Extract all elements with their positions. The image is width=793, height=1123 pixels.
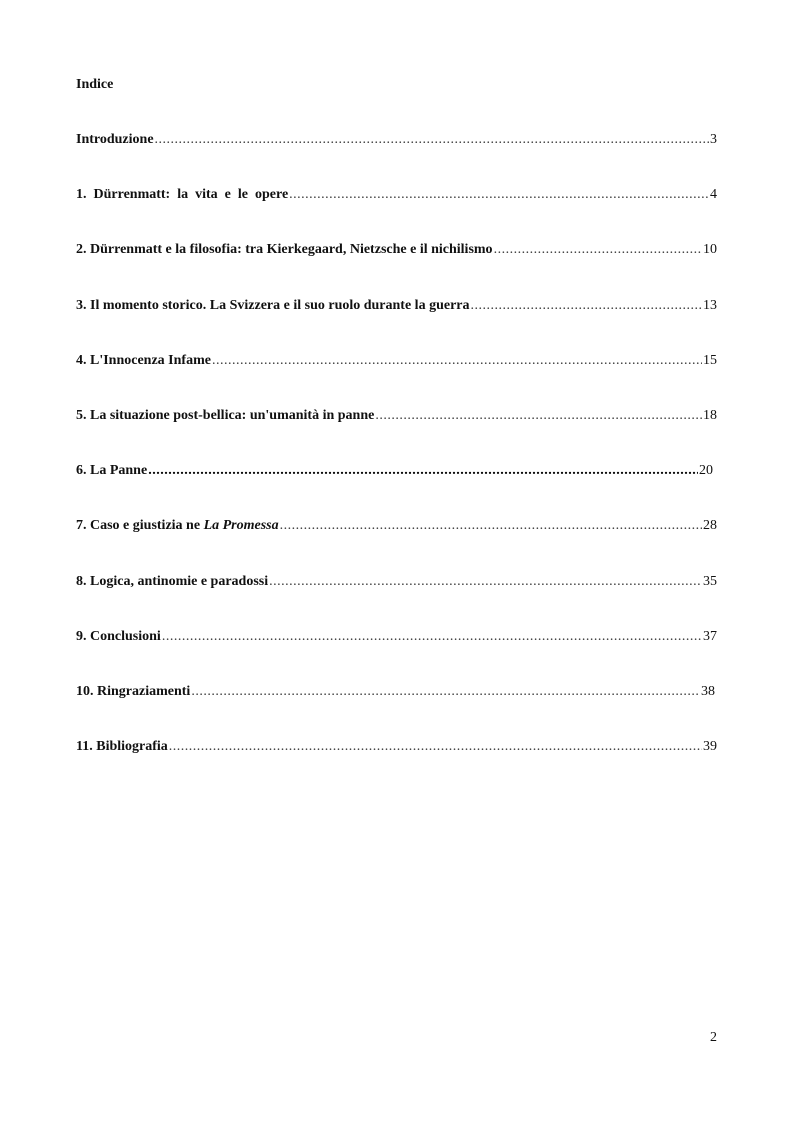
dot-leader xyxy=(212,352,702,370)
toc-entry-title: 5. La situazione post-bellica: un'umanità in panne xyxy=(76,407,375,423)
dot-leader xyxy=(494,241,702,259)
toc-entry-innocenza-infame[interactable] xyxy=(76,352,717,407)
toc-entry-title: 1. Dürrenmatt: la vita e le opere xyxy=(76,187,289,203)
toc-entry-title: 8. Logica, antinomie e paradossi xyxy=(76,573,269,589)
toc-entry-title: 2. Dürrenmatt e la filosofia: tra Kierkegaard, Nietzsche e il nichilismo xyxy=(76,242,493,258)
dot-leader xyxy=(280,517,702,535)
toc-entry-title: 11. Bibliografia xyxy=(76,739,168,755)
toc-entry-title: 7. Caso e giustizia ne La Promessa xyxy=(76,518,279,534)
toc-entry-conclusioni[interactable] xyxy=(76,628,717,683)
toc-entry-la-panne[interactable] xyxy=(76,462,717,517)
toc-entry-vita-opere[interactable] xyxy=(76,186,717,241)
toc-entry-title: Introduzione xyxy=(76,132,154,147)
dot-leader xyxy=(162,628,702,646)
dot-leader xyxy=(148,462,698,480)
table-of-contents xyxy=(76,131,717,793)
toc-entry-page: 18 xyxy=(703,407,717,423)
dot-leader xyxy=(155,131,709,149)
toc-entry-ringraziamenti[interactable] xyxy=(76,683,717,738)
toc-entry-page: 28 xyxy=(703,518,717,534)
toc-entry-bibliografia[interactable] xyxy=(76,738,717,793)
toc-heading: Indice xyxy=(76,77,114,92)
toc-entry-page: 38 xyxy=(701,683,715,699)
dot-leader xyxy=(471,297,702,315)
toc-entry-page: 13 xyxy=(703,297,717,313)
toc-entry-momento-storico[interactable] xyxy=(76,297,717,352)
toc-entry-page: 35 xyxy=(703,573,717,589)
dot-leader xyxy=(169,738,702,756)
toc-entry-caso-giustizia[interactable] xyxy=(76,517,717,572)
toc-entry-title: 3. Il momento storico. La Svizzera e il suo ruolo durante la guerra xyxy=(76,297,470,313)
dot-leader xyxy=(289,186,709,204)
toc-entry-page: 20 xyxy=(699,463,713,479)
toc-entry-situazione-post-bellica[interactable] xyxy=(76,407,717,462)
dot-leader xyxy=(191,683,700,701)
toc-entry-filosofia[interactable] xyxy=(76,241,717,296)
page-number: 2 xyxy=(710,1030,717,1045)
toc-entry-title: 10. Ringraziamenti xyxy=(76,683,191,699)
toc-entry-page: 15 xyxy=(703,352,717,368)
toc-entry-title: 4. L'Innocenza Infame xyxy=(76,352,211,368)
toc-entry-page: 4 xyxy=(710,187,717,203)
toc-entry-page: 3 xyxy=(710,132,717,147)
toc-entry-logica[interactable] xyxy=(76,573,717,628)
toc-entry-page: 37 xyxy=(703,628,717,644)
toc-entry-page: 10 xyxy=(703,242,717,258)
dot-leader xyxy=(269,573,702,591)
toc-entry-introduzione[interactable] xyxy=(76,131,717,186)
dot-leader xyxy=(375,407,702,425)
toc-entry-page: 39 xyxy=(703,739,717,755)
toc-entry-title: 9. Conclusioni xyxy=(76,628,161,644)
toc-entry-title: 6. La Panne xyxy=(76,463,148,479)
